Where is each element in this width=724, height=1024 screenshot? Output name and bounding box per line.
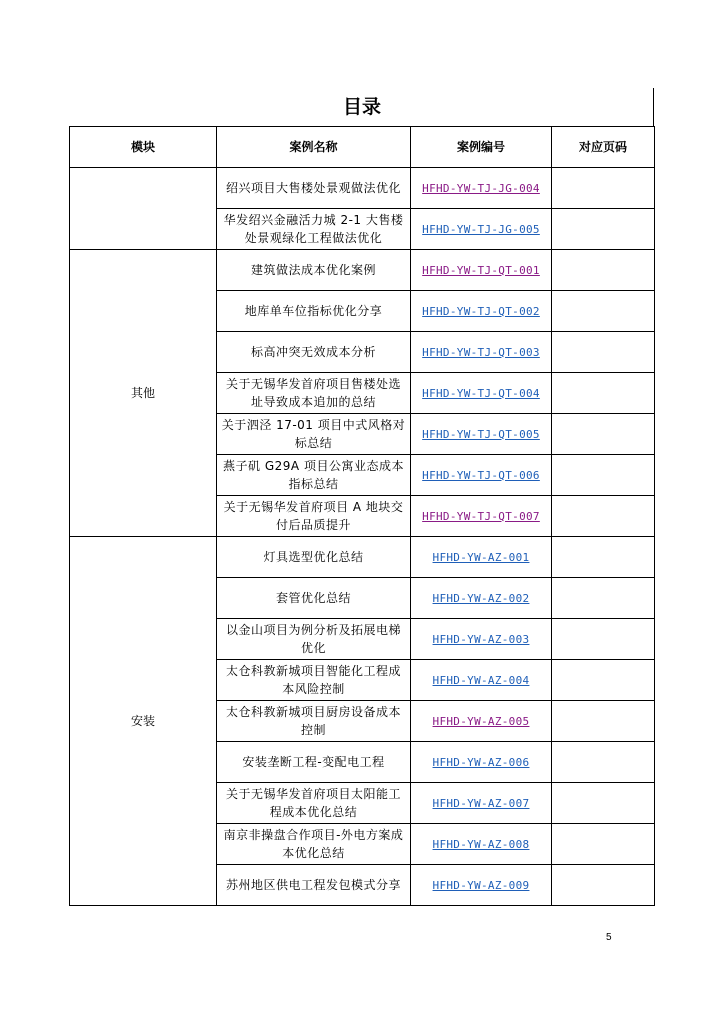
case-code-link[interactable]: HFHD-YW-AZ-001 <box>432 550 530 564</box>
page-number-cell <box>552 537 655 578</box>
toc-table <box>69 126 655 906</box>
page-number-cell <box>552 332 655 373</box>
page-number-cell <box>552 373 655 414</box>
case-code-cell <box>411 250 552 291</box>
case-code-link[interactable]: HFHD-YW-TJ-JG-005 <box>422 222 540 236</box>
page-number-cell <box>552 578 655 619</box>
case-code-link[interactable]: HFHD-YW-AZ-003 <box>432 632 530 646</box>
page-number-cell <box>552 783 655 824</box>
case-code-link[interactable]: HFHD-YW-TJ-QT-003 <box>422 345 540 359</box>
case-code-cell <box>411 373 552 414</box>
module-cell: 其他 <box>70 250 217 537</box>
case-name-cell: 关于无锡华发首府项目售楼处选址导致成本追加的总结 <box>217 373 411 414</box>
case-code-link[interactable]: HFHD-YW-TJ-QT-001 <box>422 263 540 277</box>
case-name-cell: 燕子矶 G29A 项目公寓业态成本指标总结 <box>217 455 411 496</box>
case-name-cell: 套管优化总结 <box>217 578 411 619</box>
case-code-link[interactable]: HFHD-YW-TJ-QT-002 <box>422 304 540 318</box>
case-code-cell <box>411 496 552 537</box>
case-code-link[interactable]: HFHD-YW-TJ-QT-007 <box>422 509 540 523</box>
case-code-link[interactable]: HFHD-YW-TJ-QT-006 <box>422 468 540 482</box>
case-code-cell <box>411 291 552 332</box>
page-number-cell <box>552 455 655 496</box>
case-name-cell: 绍兴项目大售楼处景观做法优化 <box>217 168 411 209</box>
case-code-cell <box>411 660 552 701</box>
case-code-cell <box>411 168 552 209</box>
case-code-cell <box>411 742 552 783</box>
case-code-cell <box>411 455 552 496</box>
header-case-code: 案例编号 <box>411 127 552 168</box>
case-name-cell: 苏州地区供电工程发包模式分享 <box>217 865 411 906</box>
page-number-cell <box>552 291 655 332</box>
case-code-cell <box>411 578 552 619</box>
case-name-cell: 标高冲突无效成本分析 <box>217 332 411 373</box>
case-code-link[interactable]: HFHD-YW-AZ-008 <box>432 837 530 851</box>
page-number-cell <box>552 209 655 250</box>
case-name-cell: 太仓科教新城项目厨房设备成本控制 <box>217 701 411 742</box>
page-number-cell <box>552 168 655 209</box>
page-number-cell <box>552 660 655 701</box>
page-number: 5 <box>606 932 612 943</box>
case-code-cell <box>411 332 552 373</box>
module-cell <box>70 168 217 250</box>
page-number-cell <box>552 742 655 783</box>
case-name-cell: 华发绍兴金融活力城 2-1 大售楼处景观绿化工程做法优化 <box>217 209 411 250</box>
header-module: 模块 <box>70 127 217 168</box>
page-title: 目录 <box>342 96 381 118</box>
case-name-cell: 南京非操盘合作项目-外电方案成本优化总结 <box>217 824 411 865</box>
page-number-cell <box>552 701 655 742</box>
header-page: 对应页码 <box>552 127 655 168</box>
case-code-link[interactable]: HFHD-YW-AZ-005 <box>432 714 530 728</box>
case-code-cell <box>411 701 552 742</box>
page-number-cell <box>552 414 655 455</box>
case-name-cell: 关于泗泾 17-01 项目中式风格对标总结 <box>217 414 411 455</box>
page-number-cell <box>552 250 655 291</box>
case-name-cell: 地库单车位指标优化分享 <box>217 291 411 332</box>
table-row <box>70 537 655 578</box>
case-name-cell: 以金山项目为例分析及拓展电梯优化 <box>217 619 411 660</box>
case-code-link[interactable]: HFHD-YW-TJ-JG-004 <box>422 181 540 195</box>
case-code-link[interactable]: HFHD-YW-TJ-QT-005 <box>422 427 540 441</box>
case-name-cell: 建筑做法成本优化案例 <box>217 250 411 291</box>
title-right-rule <box>653 88 654 126</box>
case-code-cell <box>411 537 552 578</box>
case-code-cell <box>411 783 552 824</box>
page-number-cell <box>552 496 655 537</box>
case-code-link[interactable]: HFHD-YW-AZ-006 <box>432 755 530 769</box>
table-row <box>70 250 655 291</box>
case-code-cell <box>411 824 552 865</box>
page-number-cell <box>552 824 655 865</box>
case-code-cell <box>411 865 552 906</box>
case-name-cell: 太仓科教新城项目智能化工程成本风险控制 <box>217 660 411 701</box>
table-row <box>70 168 655 209</box>
page-number-cell <box>552 865 655 906</box>
case-code-cell <box>411 414 552 455</box>
toc-header-row <box>70 127 655 168</box>
case-code-link[interactable]: HFHD-YW-AZ-009 <box>432 878 530 892</box>
case-name-cell: 关于无锡华发首府项目 A 地块交付后品质提升 <box>217 496 411 537</box>
case-name-cell: 安装垄断工程-变配电工程 <box>217 742 411 783</box>
case-name-cell: 灯具选型优化总结 <box>217 537 411 578</box>
toc-body <box>70 168 655 906</box>
case-code-link[interactable]: HFHD-YW-TJ-QT-004 <box>422 386 540 400</box>
case-name-cell: 关于无锡华发首府项目太阳能工程成本优化总结 <box>217 783 411 824</box>
page-number-cell <box>552 619 655 660</box>
module-cell: 安装 <box>70 537 217 906</box>
case-code-link[interactable]: HFHD-YW-AZ-004 <box>432 673 530 687</box>
case-code-cell <box>411 619 552 660</box>
case-code-link[interactable]: HFHD-YW-AZ-002 <box>432 591 530 605</box>
case-code-link[interactable]: HFHD-YW-AZ-007 <box>432 796 530 810</box>
case-code-cell <box>411 209 552 250</box>
header-case-name: 案例名称 <box>217 127 411 168</box>
